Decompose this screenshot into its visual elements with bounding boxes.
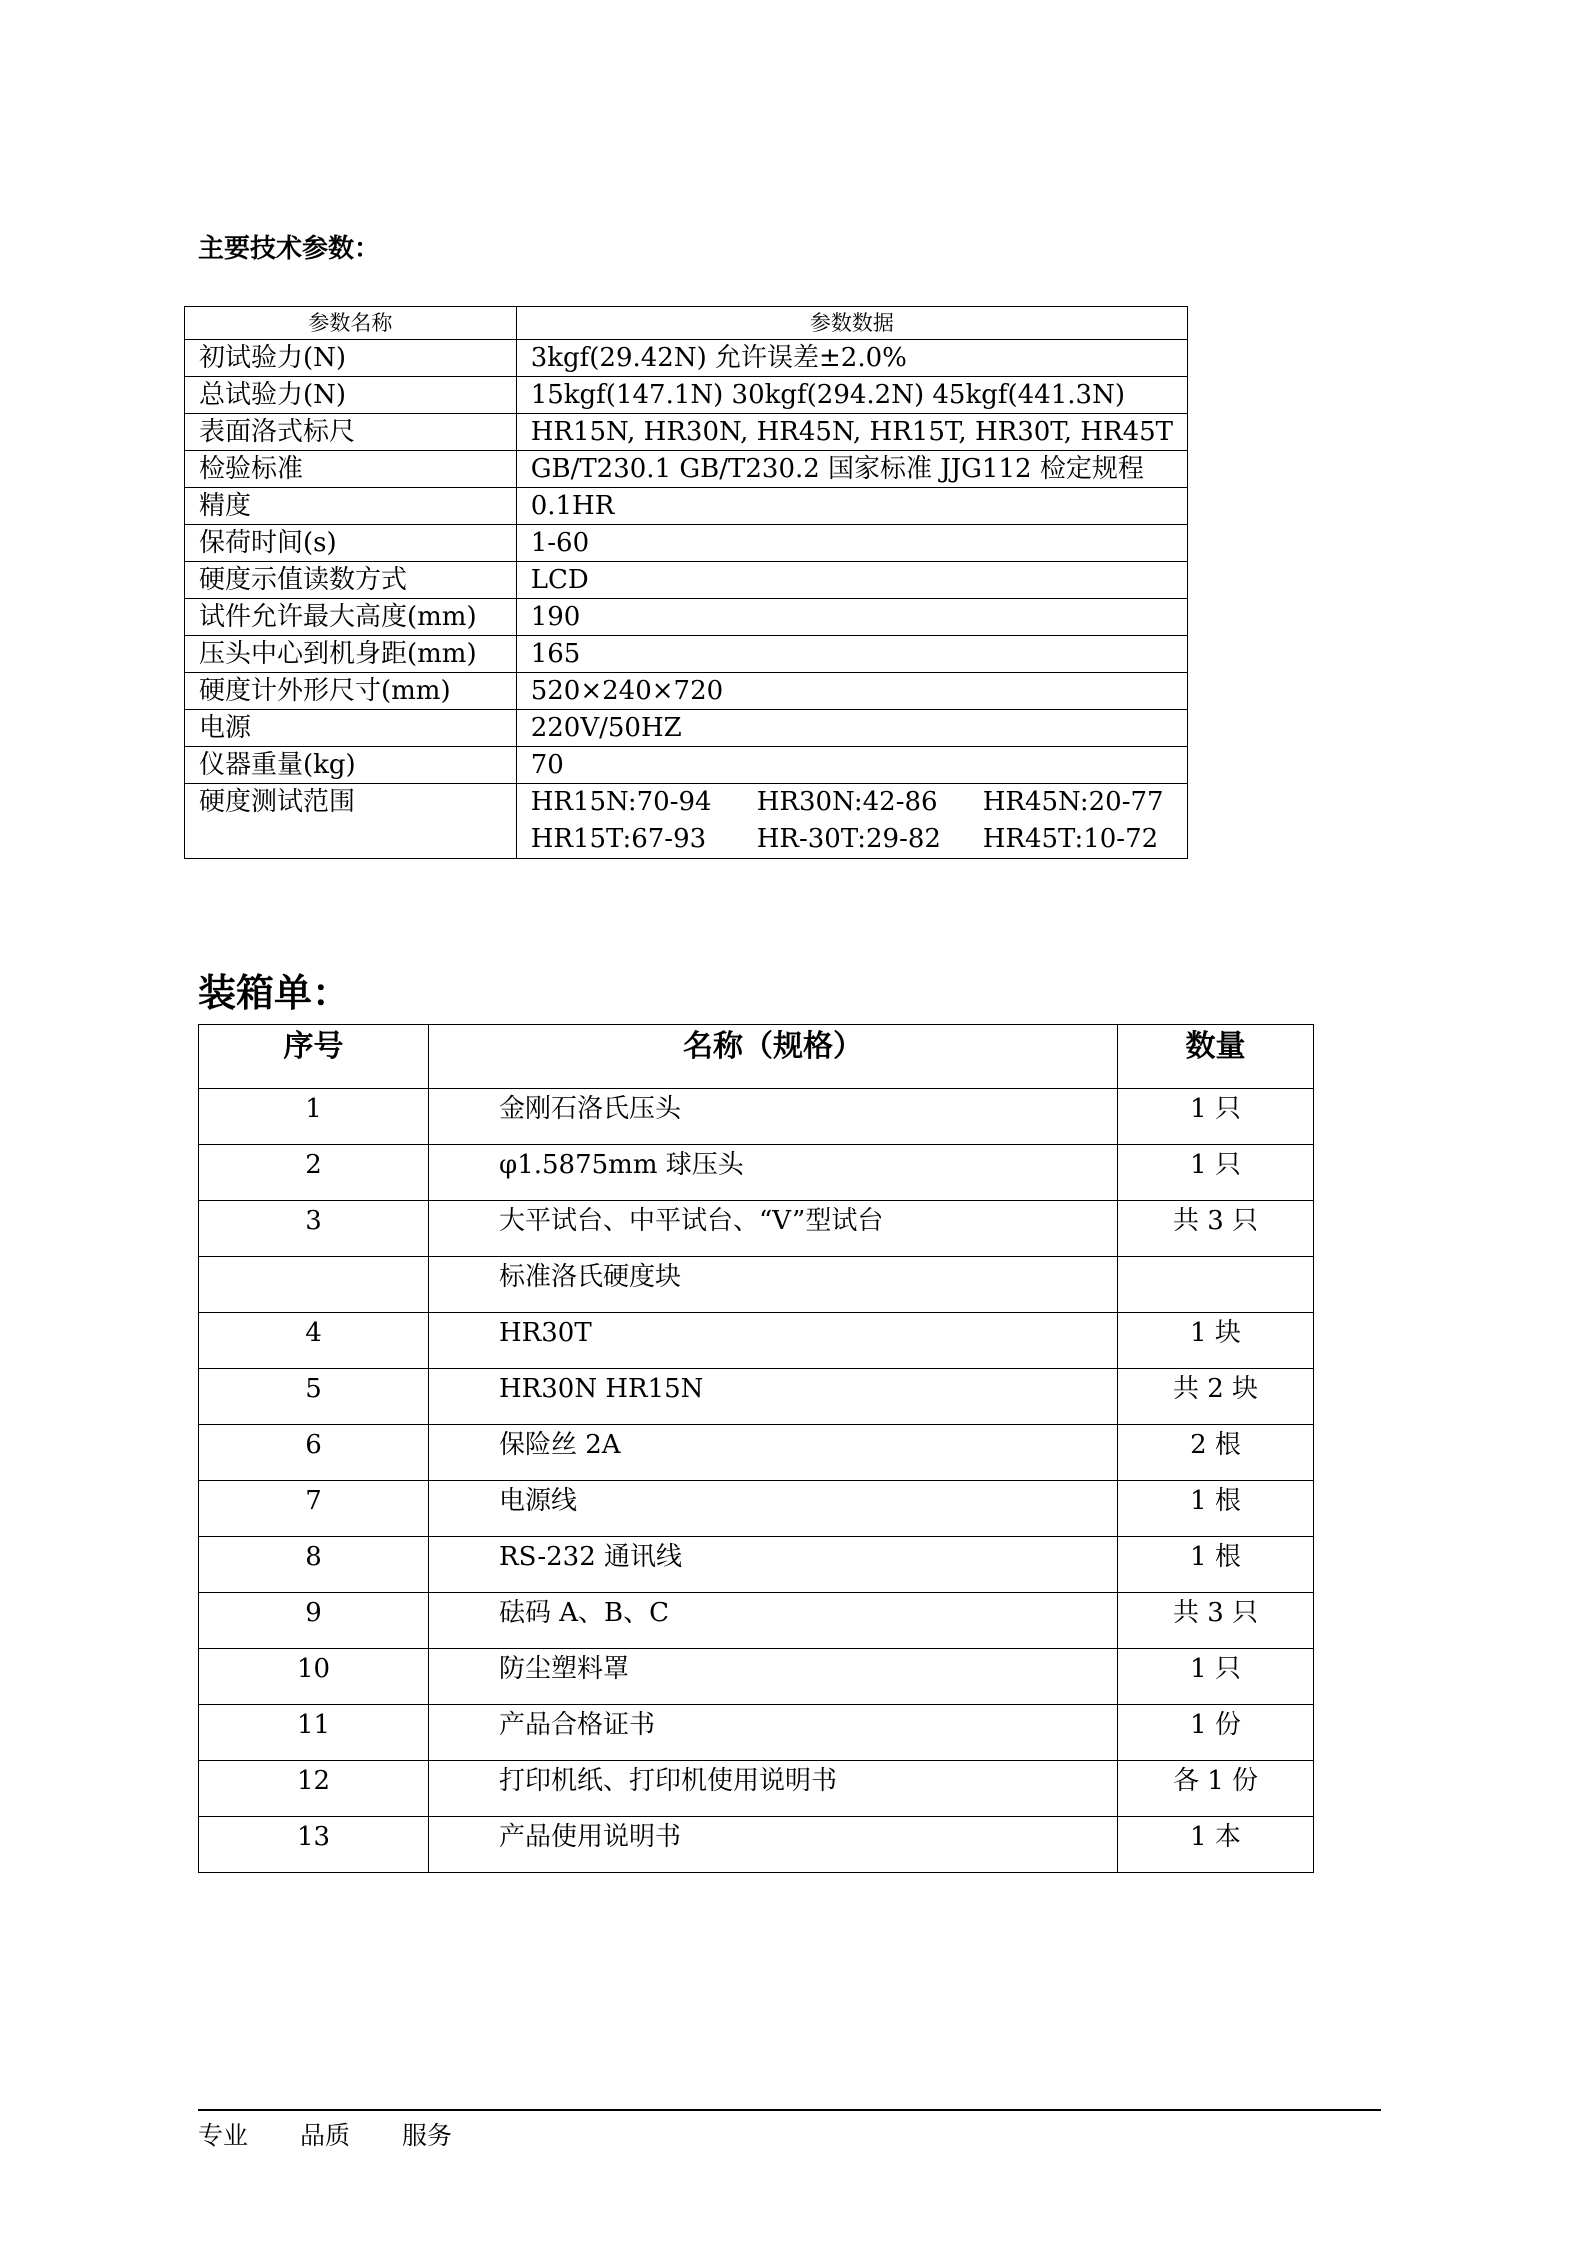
spec-row (185, 562, 1188, 599)
spec-param-name: 总试验力(N) (185, 377, 517, 414)
packing-name: 电源线 (429, 1481, 1118, 1537)
spec-row (185, 747, 1188, 784)
spec-row (185, 377, 1188, 414)
spec-param-value: LCD (516, 562, 1187, 599)
packing-name: 打印机纸、打印机使用说明书 (429, 1761, 1118, 1817)
packing-qty: 1 只 (1118, 1649, 1314, 1705)
spec-param-name: 硬度示值读数方式 (185, 562, 517, 599)
packing-row (199, 1369, 1314, 1425)
packing-row (199, 1705, 1314, 1761)
packing-no: 11 (199, 1705, 429, 1761)
packing-table-header (199, 1025, 1314, 1089)
spec-row (185, 710, 1188, 747)
range-value: HR45N:20-77 (982, 787, 1164, 817)
range-value: HR15T:67-93 (530, 824, 707, 854)
spec-param-value: 220V/50HZ (516, 710, 1187, 747)
spec-param-name: 保荷时间(s) (185, 525, 517, 562)
packing-no: 5 (199, 1369, 429, 1425)
spec-param-value: 1-60 (516, 525, 1187, 562)
packing-row (199, 1145, 1314, 1201)
spec-param-value: 0.1HR (516, 488, 1187, 525)
spec-row (185, 488, 1188, 525)
packing-qty: 共 3 只 (1118, 1593, 1314, 1649)
packing-name: HR30N HR15N (429, 1369, 1118, 1425)
packing-name: HR30T (429, 1313, 1118, 1369)
spec-table-header (185, 307, 1188, 340)
packing-row (199, 1313, 1314, 1369)
packing-name: 标准洛氏硬度块 (429, 1257, 1118, 1313)
range-value: HR-30T:29-82 (756, 824, 941, 854)
packing-table (198, 1024, 1314, 1873)
spec-header-value: 参数数据 (516, 307, 1187, 340)
packing-no: 8 (199, 1537, 429, 1593)
packing-qty: 1 份 (1118, 1705, 1314, 1761)
spec-param-value: 520×240×720 (516, 673, 1187, 710)
packing-qty: 共 2 块 (1118, 1369, 1314, 1425)
packing-qty: 1 根 (1118, 1537, 1314, 1593)
packing-row (199, 1649, 1314, 1705)
packing-header-no: 序号 (199, 1025, 429, 1089)
packing-qty: 各 1 份 (1118, 1761, 1314, 1817)
packing-row (199, 1817, 1314, 1873)
spec-row (185, 599, 1188, 636)
range-value: HR45T:10-72 (982, 824, 1159, 854)
packing-row (199, 1537, 1314, 1593)
spec-param-name: 硬度计外形尺寸(mm) (185, 673, 517, 710)
range-grid (531, 784, 1173, 858)
spec-param-value: 190 (516, 599, 1187, 636)
footer-item: 品质 (299, 2121, 350, 2150)
packing-no: 4 (199, 1313, 429, 1369)
packing-name: 防尘塑料罩 (429, 1649, 1118, 1705)
packing-no: 2 (199, 1145, 429, 1201)
spec-header-name: 参数名称 (185, 307, 517, 340)
spec-row (185, 525, 1188, 562)
packing-name: 大平试台、中平试台、“V”型试台 (429, 1201, 1118, 1257)
spec-param-value: 70 (516, 747, 1187, 784)
packing-header-qty: 数量 (1118, 1025, 1314, 1089)
packing-row (199, 1481, 1314, 1537)
spec-row (185, 451, 1188, 488)
packing-row (199, 1089, 1314, 1145)
packing-qty: 1 只 (1118, 1089, 1314, 1145)
spec-row (185, 414, 1188, 451)
packing-qty: 2 根 (1118, 1425, 1314, 1481)
packing-no: 10 (199, 1649, 429, 1705)
footer-divider (198, 2109, 1381, 2111)
spec-param-value: HR15N, HR30N, HR45N, HR15T, HR30T, HR45T (516, 414, 1187, 451)
spec-table (184, 306, 1188, 859)
packing-qty (1118, 1257, 1314, 1313)
spec-param-value: GB/T230.1 GB/T230.2 国家标准 JJG112 检定规程 (516, 451, 1187, 488)
spec-param-name: 检验标准 (185, 451, 517, 488)
packing-qty: 1 只 (1118, 1145, 1314, 1201)
packing-name: 保险丝 2A (429, 1425, 1118, 1481)
spec-param-name: 试件允许最大高度(mm) (185, 599, 517, 636)
range-value: HR15N:70-94 (530, 787, 712, 817)
packing-name: 产品合格证书 (429, 1705, 1118, 1761)
packing-qty: 1 块 (1118, 1313, 1314, 1369)
packing-name: 金刚石洛氏压头 (429, 1089, 1118, 1145)
packing-no: 9 (199, 1593, 429, 1649)
packing-no: 12 (199, 1761, 429, 1817)
packing-qty: 共 3 只 (1118, 1201, 1314, 1257)
packing-header-name: 名称（规格） (429, 1025, 1118, 1089)
spec-range-values (516, 784, 1187, 859)
spec-param-value: 165 (516, 636, 1187, 673)
spec-row-range (185, 784, 1188, 859)
footer-item: 专业 (198, 2121, 249, 2150)
packing-row (199, 1257, 1314, 1313)
packing-no: 6 (199, 1425, 429, 1481)
spec-param-name: 仪器重量(kg) (185, 747, 517, 784)
packing-row (199, 1593, 1314, 1649)
packing-row (199, 1761, 1314, 1817)
packing-row (199, 1201, 1314, 1257)
packing-no (199, 1257, 429, 1313)
spec-row (185, 673, 1188, 710)
packing-name: φ1.5875mm 球压头 (429, 1145, 1118, 1201)
spec-row (185, 340, 1188, 377)
packing-qty: 1 根 (1118, 1481, 1314, 1537)
range-value: HR30N:42-86 (756, 787, 938, 817)
packing-name: 产品使用说明书 (429, 1817, 1118, 1873)
packing-no: 13 (199, 1817, 429, 1873)
footer-item: 服务 (401, 2121, 452, 2150)
packing-name: 砝码 A、B、C (429, 1593, 1118, 1649)
spec-param-name: 初试验力(N) (185, 340, 517, 377)
packing-section-title: 装箱单： (198, 970, 351, 1015)
packing-no: 1 (199, 1089, 429, 1145)
spec-param-name: 压头中心到机身距(mm) (185, 636, 517, 673)
spec-row (185, 636, 1188, 673)
packing-name: RS-232 通讯线 (429, 1537, 1118, 1593)
spec-param-value: 15kgf(147.1N) 30kgf(294.2N) 45kgf(441.3N) (516, 377, 1187, 414)
spec-param-value: 3kgf(29.42N) 允许误差±2.0% (516, 340, 1187, 377)
packing-qty: 1 本 (1118, 1817, 1314, 1873)
spec-param-name: 硬度测试范围 (185, 784, 517, 859)
spec-param-name: 表面洛式标尺 (185, 414, 517, 451)
packing-no: 7 (199, 1481, 429, 1537)
packing-row (199, 1425, 1314, 1481)
spec-param-name: 电源 (185, 710, 517, 747)
spec-section-title: 主要技术参数： (198, 234, 381, 264)
footer (198, 2116, 496, 2152)
packing-no: 3 (199, 1201, 429, 1257)
spec-param-name: 精度 (185, 488, 517, 525)
